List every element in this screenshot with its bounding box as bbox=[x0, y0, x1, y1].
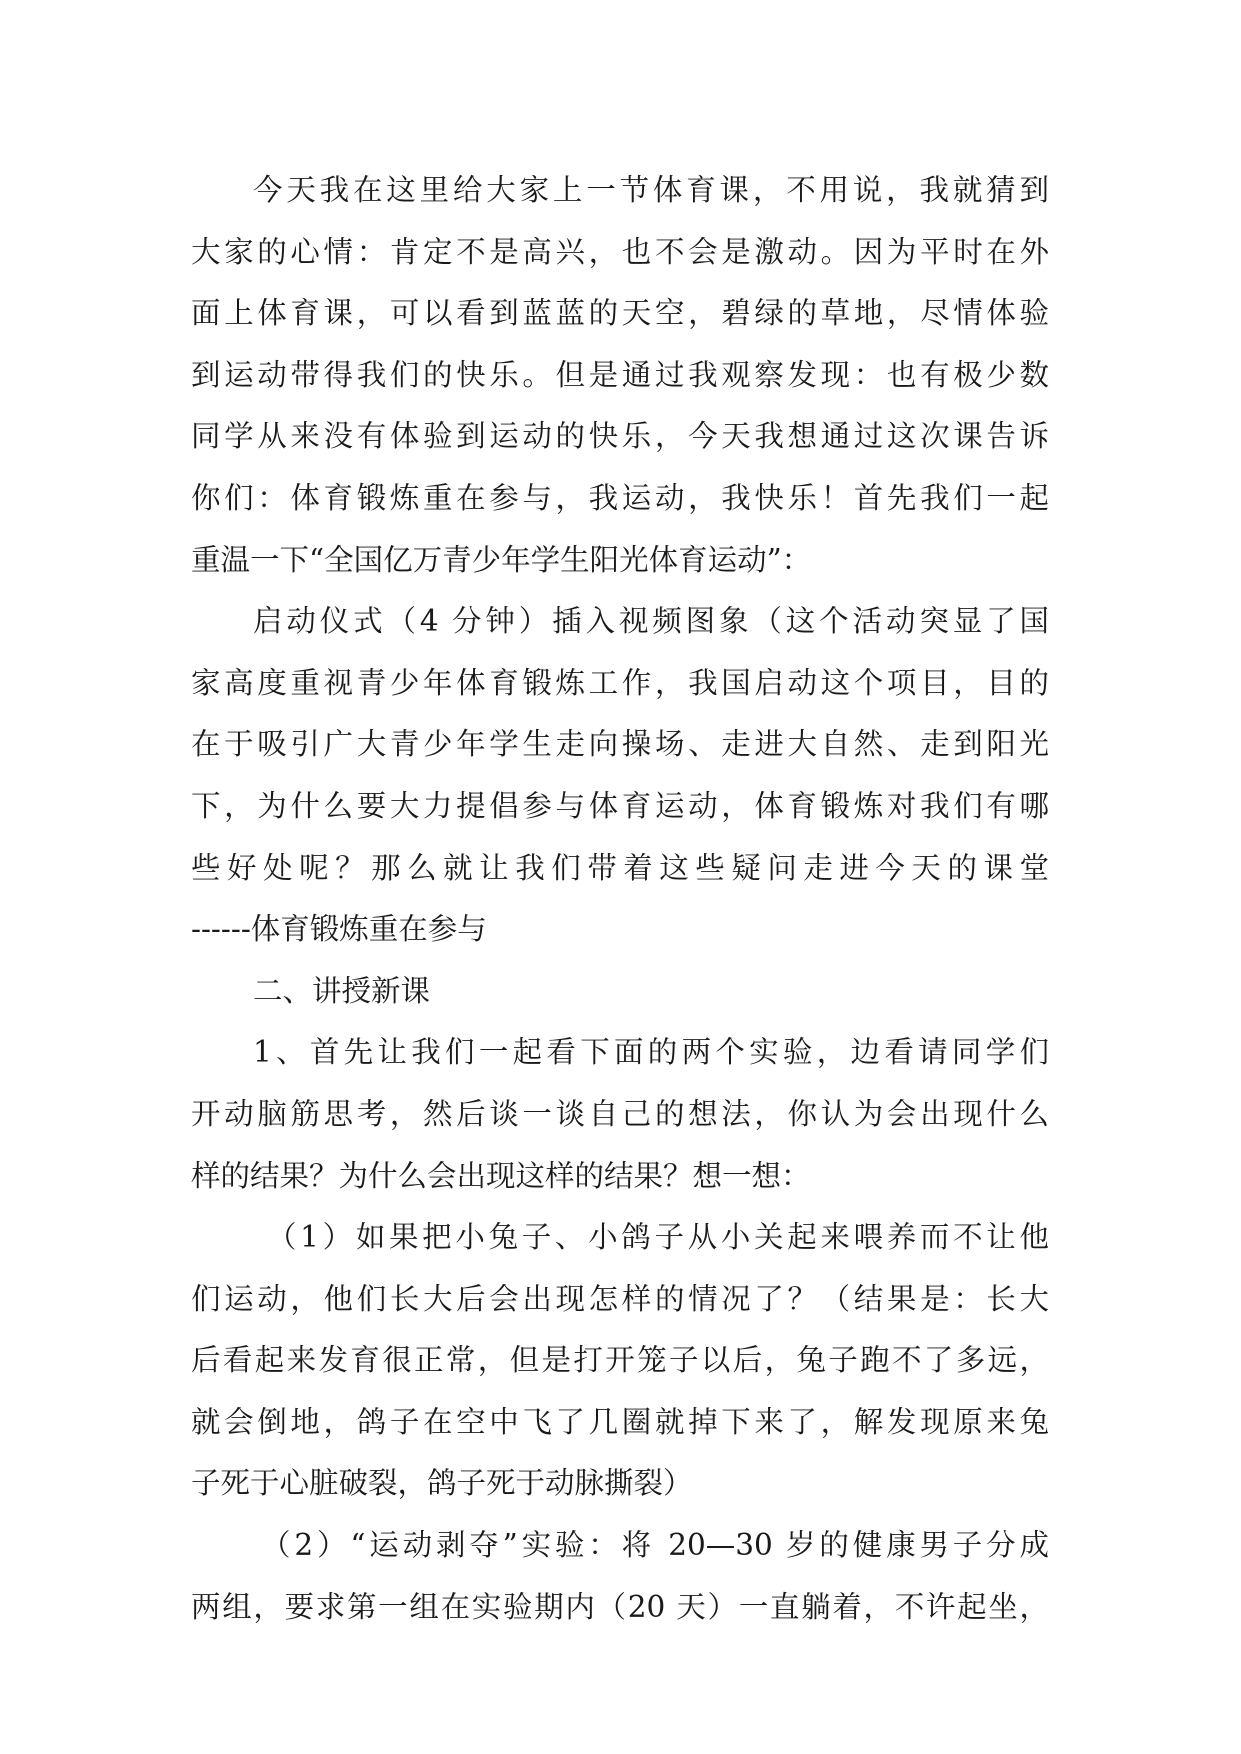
body-text-line: 大家的心情：肯定不是高兴，也不会是激动。因为平时在外 bbox=[191, 234, 1049, 269]
body-text-line: 同学从来没有体验到运动的快乐，今天我想通过这次课告诉 bbox=[191, 419, 1049, 454]
body-text-line: 1、首先让我们一起看下面的两个实验，边看请同学们 bbox=[253, 1035, 1049, 1070]
body-text-line: 家高度重视青少年体育锻炼工作，我国启动这个项目，目的 bbox=[191, 665, 1049, 700]
body-text-line: 就会倒地，鸽子在空中飞了几圈就掉下来了，解发现原来兔 bbox=[191, 1404, 1049, 1439]
body-text-line: 后看起来发育很正常，但是打开笼子以后，兔子跑不了多远， bbox=[191, 1343, 1049, 1378]
body-text-line: 在于吸引广大青少年学生走向操场、走进大自然、走到阳光 bbox=[191, 727, 1049, 762]
body-text-line: 子死于心脏破裂，鸽子死于动脉撕裂） bbox=[191, 1466, 693, 1501]
body-text-line: （2）“运动剥夺”实验：将 20—30 岁的健康男子分成 bbox=[261, 1528, 1049, 1563]
body-text-line: 些好处呢？那么就让我们带着这些疑问走进今天的课堂 bbox=[191, 850, 1049, 885]
section-heading: 二、讲授新课 bbox=[253, 973, 431, 1008]
body-text-line: 重温一下“全国亿万青少年学生阳光体育运动”： bbox=[191, 542, 812, 577]
body-text-line: 面上体育课，可以看到蓝蓝的天空，碧绿的草地，尽情体验 bbox=[191, 296, 1049, 331]
document-body bbox=[191, 160, 1049, 1638]
body-text-line: ------体育锻炼重在参与 bbox=[191, 912, 487, 947]
body-text-line: 到运动带得我们的快乐。但是通过我观察发现：也有极少数 bbox=[191, 357, 1049, 392]
body-text-line: 开动脑筋思考，然后谈一谈自己的想法，你认为会出现什么 bbox=[191, 1096, 1049, 1131]
body-text-line: （1）如果把小兔子、小鸽子从小关起来喂养而不让他 bbox=[267, 1220, 1049, 1255]
body-text-line: 两组，要求第一组在实验期内（20 天）一直躺着，不许起坐， bbox=[191, 1589, 1049, 1624]
body-text-line: 今天我在这里给大家上一节体育课，不用说，我就猜到 bbox=[253, 173, 1049, 207]
body-text-line: 下，为什么要大力提倡参与体育运动，体育锻炼对我们有哪 bbox=[191, 788, 1049, 823]
body-text-line: 启动仪式（4 分钟）插入视频图象（这个活动突显了国 bbox=[253, 604, 1049, 639]
body-text-line: 你们：体育锻炼重在参与，我运动，我快乐！首先我们一起 bbox=[191, 480, 1049, 515]
body-text-line: 们运动，他们长大后会出现怎样的情况了？（结果是：长大 bbox=[191, 1281, 1049, 1316]
body-text-line: 样的结果？为什么会出现这样的结果？想一想： bbox=[191, 1158, 811, 1193]
